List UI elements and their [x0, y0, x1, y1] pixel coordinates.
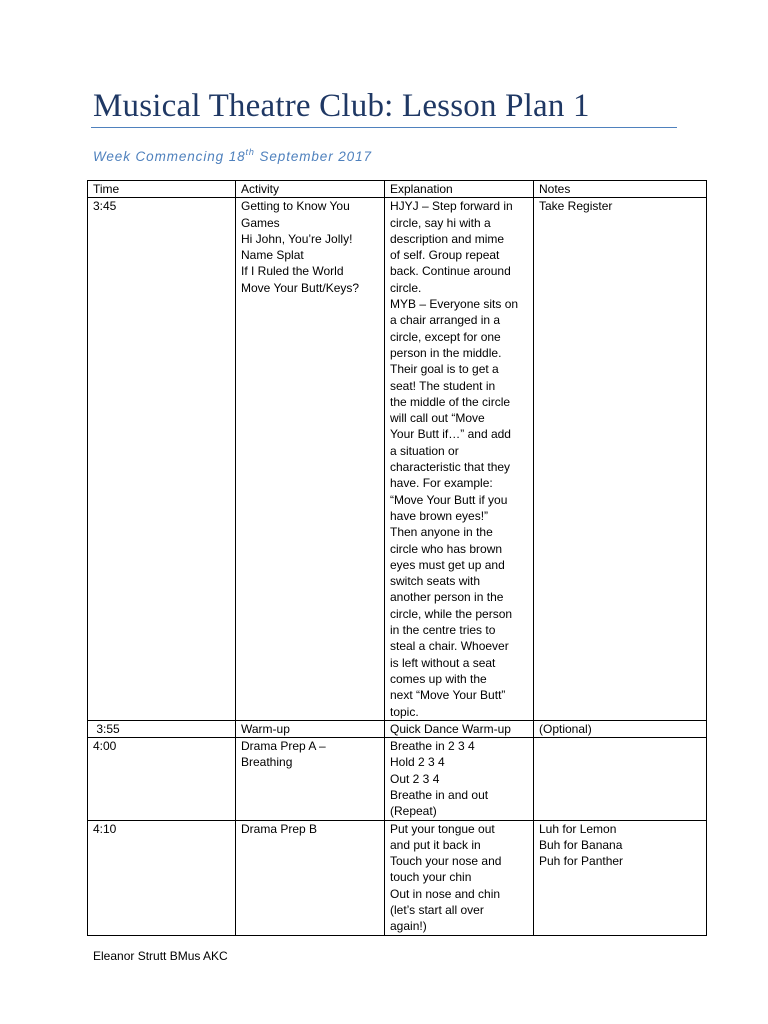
explanation-line: eyes must get up and	[390, 557, 505, 572]
notes-line: (Optional)	[539, 721, 592, 736]
explanation-line: is left without a seat	[390, 655, 496, 670]
explanation-line: Touch your nose and	[390, 854, 502, 869]
explanation-line: Breathe in 2 3 4	[390, 739, 475, 754]
explanation-line: have brown eyes!”	[390, 508, 489, 523]
explanation-line: Put your tongue out	[390, 821, 495, 836]
explanation-line: Quick Dance Warm-up	[390, 721, 511, 736]
activity-line: Drama Prep B	[241, 821, 318, 836]
cell-time	[88, 198, 236, 721]
explanation-line: topic.	[390, 704, 419, 719]
explanation-line: and put it back in	[390, 837, 481, 852]
time-value: 4:00	[93, 739, 117, 754]
explanation-line: description and mime	[390, 231, 505, 246]
explanation-line: Your Butt if…” and add	[390, 427, 511, 442]
lesson-plan-table	[87, 180, 707, 936]
subtitle-prefix: Week Commencing 18	[93, 149, 246, 164]
cell-time	[88, 820, 236, 935]
cell-explanation	[385, 820, 534, 935]
table-row	[88, 720, 707, 737]
header-time: Time	[88, 181, 236, 198]
explanation-line: touch your chin	[390, 870, 472, 885]
explanation-line: (Repeat)	[390, 804, 437, 819]
notes-line: Luh for Lemon	[539, 821, 617, 836]
activity-line: If I Ruled the World	[241, 264, 344, 279]
explanation-line: circle.	[390, 280, 422, 295]
explanation-line: seat! The student in	[390, 378, 496, 393]
explanation-line: switch seats with	[390, 574, 481, 589]
author-footer: Eleanor Strutt BMus AKC	[93, 949, 228, 963]
explanation-line: Out in nose and chin	[390, 886, 501, 901]
table-row	[88, 820, 707, 935]
subtitle-suffix: September 2017	[254, 149, 372, 164]
activity-line: Games	[241, 215, 280, 230]
notes-line: Take Register	[539, 199, 613, 214]
explanation-line: Their goal is to get a	[390, 362, 499, 377]
explanation-line: Then anyone in the	[390, 525, 493, 540]
explanation-line: MYB – Everyone sits on	[390, 297, 519, 312]
explanation-line: Out 2 3 4	[390, 771, 440, 786]
activity-line: Drama Prep A –	[241, 739, 326, 754]
cell-explanation	[385, 720, 534, 737]
explanation-line: in the centre tries to	[390, 623, 496, 638]
cell-activity	[236, 720, 385, 737]
document-title: Musical Theatre Club: Lesson Plan 1	[93, 88, 590, 124]
time-value: 3:55	[93, 721, 120, 736]
explanation-line: circle, while the person	[390, 606, 513, 621]
explanation-line: will call out “Move	[390, 411, 485, 426]
explanation-line: circle who has brown	[390, 541, 503, 556]
table-row	[88, 738, 707, 820]
cell-activity	[236, 198, 385, 721]
cell-explanation	[385, 738, 534, 820]
explanation-line: (let’s start all over	[390, 903, 484, 918]
cell-notes	[534, 820, 707, 935]
explanation-line: “Move Your Butt if you	[390, 492, 508, 507]
explanation-line: comes up with the	[390, 671, 487, 686]
explanation-line: a chair arranged in a	[390, 313, 501, 328]
table-row	[88, 198, 707, 721]
explanation-line: Breathe in and out	[390, 787, 489, 802]
week-commencing-subtitle	[93, 148, 372, 166]
explanation-line: steal a chair. Whoever	[390, 639, 509, 654]
table-header-row	[88, 181, 707, 198]
activity-line: Warm-up	[241, 721, 290, 736]
explanation-line: HJYJ – Step forward in	[390, 199, 513, 214]
subtitle-ordinal-suffix: th	[245, 147, 255, 157]
explanation-line: the middle of the circle	[390, 394, 511, 409]
header-activity: Activity	[236, 181, 385, 198]
notes-line: Puh for Panther	[539, 854, 624, 869]
cell-activity	[236, 820, 385, 935]
header-notes: Notes	[534, 181, 707, 198]
activity-line: Hi John, You’re Jolly!	[241, 231, 353, 246]
explanation-line: again!)	[390, 919, 427, 934]
explanation-line: person in the middle.	[390, 345, 502, 360]
time-value: 4:10	[93, 821, 117, 836]
activity-line: Name Splat	[241, 248, 304, 263]
cell-notes	[534, 720, 707, 737]
explanation-line: back. Continue around	[390, 264, 511, 279]
explanation-line: circle, except for one	[390, 329, 501, 344]
cell-activity	[236, 738, 385, 820]
explanation-line: circle, say hi with a	[390, 215, 491, 230]
activity-line: Move Your Butt/Keys?	[241, 280, 360, 295]
activity-line: Breathing	[241, 755, 293, 770]
cell-time	[88, 738, 236, 820]
explanation-line: another person in the	[390, 590, 504, 605]
explanation-line: Hold 2 3 4	[390, 755, 445, 770]
cell-explanation	[385, 198, 534, 721]
title-underline	[91, 127, 677, 128]
lesson-plan-table-body	[88, 181, 707, 936]
activity-line: Getting to Know You	[241, 199, 350, 214]
header-explanation: Explanation	[385, 181, 534, 198]
time-value: 3:45	[93, 199, 117, 214]
cell-notes	[534, 738, 707, 820]
explanation-line: a situation or	[390, 443, 459, 458]
notes-line: Buh for Banana	[539, 837, 623, 852]
cell-notes	[534, 198, 707, 721]
explanation-line: of self. Group repeat	[390, 248, 500, 263]
explanation-line: characteristic that they	[390, 460, 511, 475]
cell-time	[88, 720, 236, 737]
explanation-line: next “Move Your Butt”	[390, 688, 506, 703]
explanation-line: have. For example:	[390, 476, 493, 491]
